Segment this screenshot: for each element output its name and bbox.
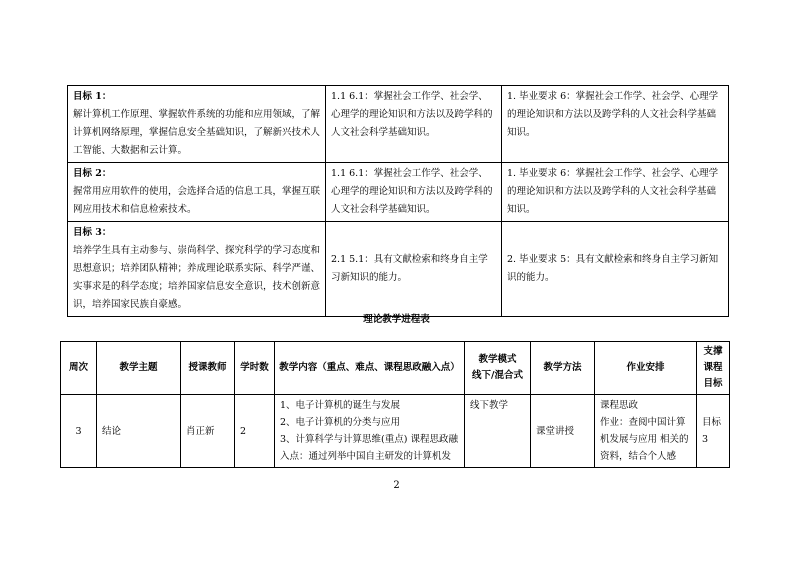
table-header-row — [61, 342, 730, 395]
page-number: 2 — [393, 480, 400, 491]
indicator-cell: 2.1 5.1：具有文献检索和终身自主学习新知识的能力。 — [326, 222, 502, 317]
header-homework: 作业安排 — [595, 342, 697, 395]
homework-item: 作业：查阅中国计算机发展与应用 相关的资料，结合个人感 — [600, 417, 689, 462]
homework-item: 课程思政 — [600, 400, 639, 411]
header-support-line2: 课程 — [703, 362, 723, 373]
goal-description: 握常用应用软件的使用，会选择合适的信息工具，掌握互联网应用技术和信息检索技术。 — [73, 186, 321, 215]
header-week: 周次 — [61, 342, 97, 395]
course-goals-table — [67, 85, 729, 317]
requirement-cell: 1. 毕业要求 6：掌握社会工作学、社会学、心理学的理论知识和方法以及跨学科的人文社会科学基础知识。 — [502, 163, 729, 222]
week-cell: 3 — [61, 395, 97, 468]
schedule-caption: 理论教学进程表 — [363, 314, 430, 325]
header-method: 教学方法 — [531, 342, 595, 395]
goal-description-cell — [68, 86, 326, 163]
header-content: 教学内容（重点、难点、课程思政融入点） — [275, 342, 465, 395]
goal-title: 目标 1： — [73, 91, 112, 102]
header-mode-line1: 教学模式 — [478, 354, 517, 365]
teaching-schedule-table — [60, 341, 730, 468]
goal-description-cell — [68, 222, 326, 317]
header-hours: 学时数 — [235, 342, 275, 395]
header-support — [697, 342, 730, 395]
table-row — [68, 163, 729, 222]
goal-description: 培养学生具有主动参与、崇尚科学、探究科学的学习态度和思想意识；培养团队精神；养成理论联系实际、科学严谨、实事求是的科学态度；培养国家信息安全意识，技术创新意识，培养国家民族自豪感。 — [73, 245, 321, 310]
homework-cell — [595, 395, 697, 468]
header-mode-line2: 线下/混合式 — [472, 370, 523, 381]
table-row — [61, 395, 730, 468]
requirement-cell: 2. 毕业要求 5：具有文献检索和终身自主学习新知识的能力。 — [502, 222, 729, 317]
method-cell: 课堂讲授 — [531, 395, 595, 468]
indicator-cell: 1.1 6.1：掌握社会工作学、社会学、心理学的理论知识和方法以及跨学科的人文社会科学基础知识。 — [326, 86, 502, 163]
mode-cell: 线下教学 — [465, 395, 531, 468]
table-row — [68, 86, 729, 163]
content-item: 3、计算科学与计算思维(重点) 课程思政融入点：通过列举中国自主研发的计算机发 — [280, 434, 458, 462]
content-cell — [275, 395, 465, 468]
header-teacher: 授课教师 — [181, 342, 235, 395]
teacher-cell: 肖正新 — [181, 395, 235, 468]
goal-title: 目标 2： — [73, 168, 112, 179]
header-support-line3: 目标 — [703, 378, 723, 389]
indicator-cell: 1.1 6.1：掌握社会工作学、社会学、心理学的理论知识和方法以及跨学科的人文社会科学基础知识。 — [326, 163, 502, 222]
content-item: 2、电子计算机的分类与应用 — [280, 417, 401, 428]
content-item: 1、电子计算机的诞生与发展 — [280, 400, 401, 411]
header-topic: 教学主题 — [97, 342, 181, 395]
hours-cell: 2 — [235, 395, 275, 468]
header-support-line1: 支撑 — [703, 346, 723, 357]
table-row — [68, 222, 729, 317]
requirement-cell: 1. 毕业要求 6：掌握社会工作学、社会学、心理学的理论知识和方法以及跨学科的人文社会科学基础知识。 — [502, 86, 729, 163]
topic-cell: 结论 — [97, 395, 181, 468]
support-cell: 目标 3 — [697, 395, 730, 468]
goal-description-cell — [68, 163, 326, 222]
header-mode — [465, 342, 531, 395]
goal-description: 解计算机工作原理、掌握软件系统的功能和应用领域，了解计算机网络原理，掌握信息安全基础知识，了解新兴技术人工智能、大数据和云计算。 — [73, 109, 321, 156]
goal-title: 目标 3： — [73, 227, 112, 238]
